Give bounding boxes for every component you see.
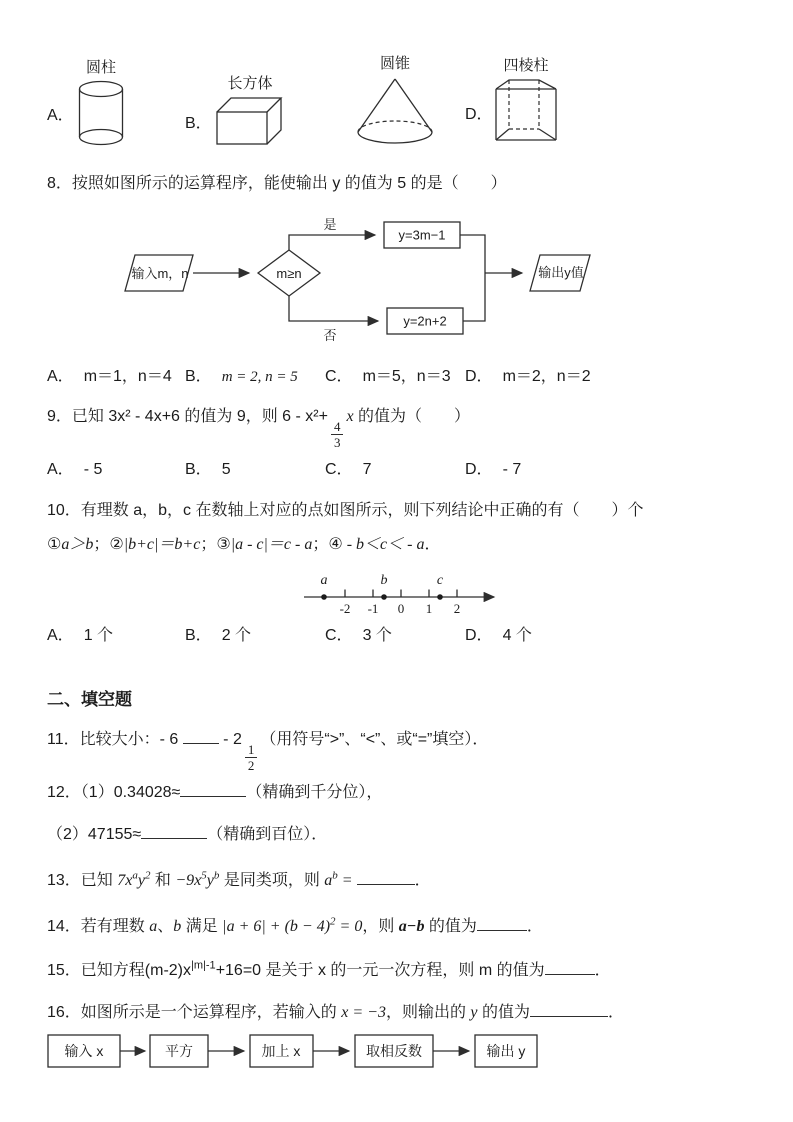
option-b: B． 5: [185, 460, 231, 478]
flowchart-yes-formula: y=3m−1: [398, 227, 446, 243]
option-d: D． m＝2，n＝2: [465, 368, 591, 385]
option-c: C． m＝5，n＝3: [325, 368, 451, 385]
question-8-flowchart: [120, 208, 600, 350]
shape-option-d: [465, 56, 737, 146]
question-12-line1: 12．（1）0.34028≈ （精确到千分位），: [47, 781, 737, 805]
option-d: D． - 7: [465, 460, 522, 478]
shape-body: [325, 76, 465, 146]
option-d: D． 4 个: [465, 626, 532, 644]
question-16-text: 16．如图所示是一个运算程序，若输入的 x = −3，则输出的 y 的值为 ．: [47, 1001, 737, 1025]
shape-body: [185, 96, 325, 146]
option-a: A． m＝1，n＝4: [47, 368, 172, 385]
shape-body: [465, 78, 737, 146]
tick-label: -2: [339, 600, 351, 616]
flowchart-condition-label: m≥n: [276, 266, 302, 281]
point-a-dot: [321, 594, 327, 600]
question-12-line2: （2）47155≈ （精确到百位）．: [47, 823, 737, 847]
shape-body: [47, 80, 185, 146]
option-letter-a: A．: [47, 106, 74, 124]
option-c: C． 3 个: [325, 626, 392, 644]
question-10-options: [47, 625, 737, 647]
shape-caption-cylinder: 圆柱: [85, 59, 116, 76]
option-letter-b: B．: [185, 114, 212, 132]
flow16-label-output: 输出 y: [486, 1043, 526, 1060]
flowchart-yes-label: 是: [323, 217, 337, 232]
flow16-label-add-x: 加上 x: [261, 1043, 301, 1060]
question-13-text: 13．已知 $7x^ay^2$ 和 $-9x^5y^b$ 是同类项，则 $a^b$ = ．: [47, 869, 431, 890]
question-16-flowchart: [47, 1033, 547, 1071]
shape-caption-cuboid: 长方体: [227, 75, 273, 92]
shape-option-a: [47, 58, 185, 146]
question-14-text: 14．若有理数 a、b 满足 $|a + 6| + (b - 4)^2 = 0$，则 a−b 的值为 ．: [47, 915, 543, 936]
flowchart-no-formula: y=2n+2: [403, 313, 447, 329]
shape-options-row: [47, 50, 737, 146]
point-b-label: b: [380, 572, 388, 588]
option-letter-d: D．: [465, 105, 493, 123]
flowchart-output-label: 输出y值: [538, 265, 584, 280]
question-10-statements: ①a＞b；②|b+c|＝b+c；③|a - c|＝c - a；④ - b＜c＜ - a．: [47, 535, 441, 553]
option-a: A． 1 个: [47, 626, 114, 644]
point-b-dot: [381, 594, 387, 600]
point-c-dot: [437, 594, 443, 600]
shape-caption-cone: 圆锥: [379, 55, 410, 72]
question-11-text: 11．比较大小：- 6 - 2 $\frac{1}{2}$ （用符号“>”、“<”、或“=”填空）．: [47, 727, 737, 774]
number-line-figure: [300, 569, 510, 617]
question-8-options: [47, 366, 737, 388]
shape-option-c: [325, 54, 465, 146]
point-c-label: c: [436, 572, 444, 588]
section-2-title: 二、填空题: [47, 689, 132, 709]
tick-label: 0: [397, 600, 405, 616]
flowchart-no-label: 否: [323, 328, 337, 343]
flow16-label-input: 输入 x: [64, 1043, 104, 1060]
flowchart-input-label: 输入m，n: [131, 266, 189, 281]
shape-caption-prism: 四棱柱: [503, 57, 549, 74]
cone-icon: [355, 76, 435, 146]
question-9-options: [47, 459, 737, 481]
tick-label: -1: [367, 600, 379, 616]
option-a: A． - 5: [47, 460, 103, 478]
flow16-label-opposite: 取相反数: [366, 1043, 422, 1060]
prism-icon: [495, 78, 557, 146]
tick-label: 2: [453, 600, 461, 616]
option-c: C． 7: [325, 460, 372, 478]
question-9-text: 9．已知 3x² - 4x+6 的值为 9，则 6 - x²+ $\frac{4}{3}$ x 的值为（ ）: [47, 408, 471, 451]
question-10-text: 10．有理数 a，b，c 在数轴上对应的点如图所示，则下列结论中正确的有（ ）个: [47, 501, 644, 519]
flow16-label-square: 平方: [165, 1043, 193, 1060]
option-b: B． m = 2, n = 5: [185, 368, 298, 385]
question-15-text: 15．已知方程$(m-2)x^{|m|-1}+16=0$ 是关于 x 的一元一次方程，则 m 的值为 ．: [47, 959, 611, 980]
point-a-label: a: [320, 572, 328, 588]
tick-label: 1: [425, 600, 433, 616]
option-b: B． 2 个: [185, 626, 252, 644]
question-8-text: 8．按照如图所示的运算程序，能使输出 y 的值为 5 的是（ ）: [47, 175, 507, 192]
cylinder-icon: [77, 80, 125, 146]
shape-option-b: [185, 74, 325, 146]
cuboid-icon: [215, 96, 285, 146]
